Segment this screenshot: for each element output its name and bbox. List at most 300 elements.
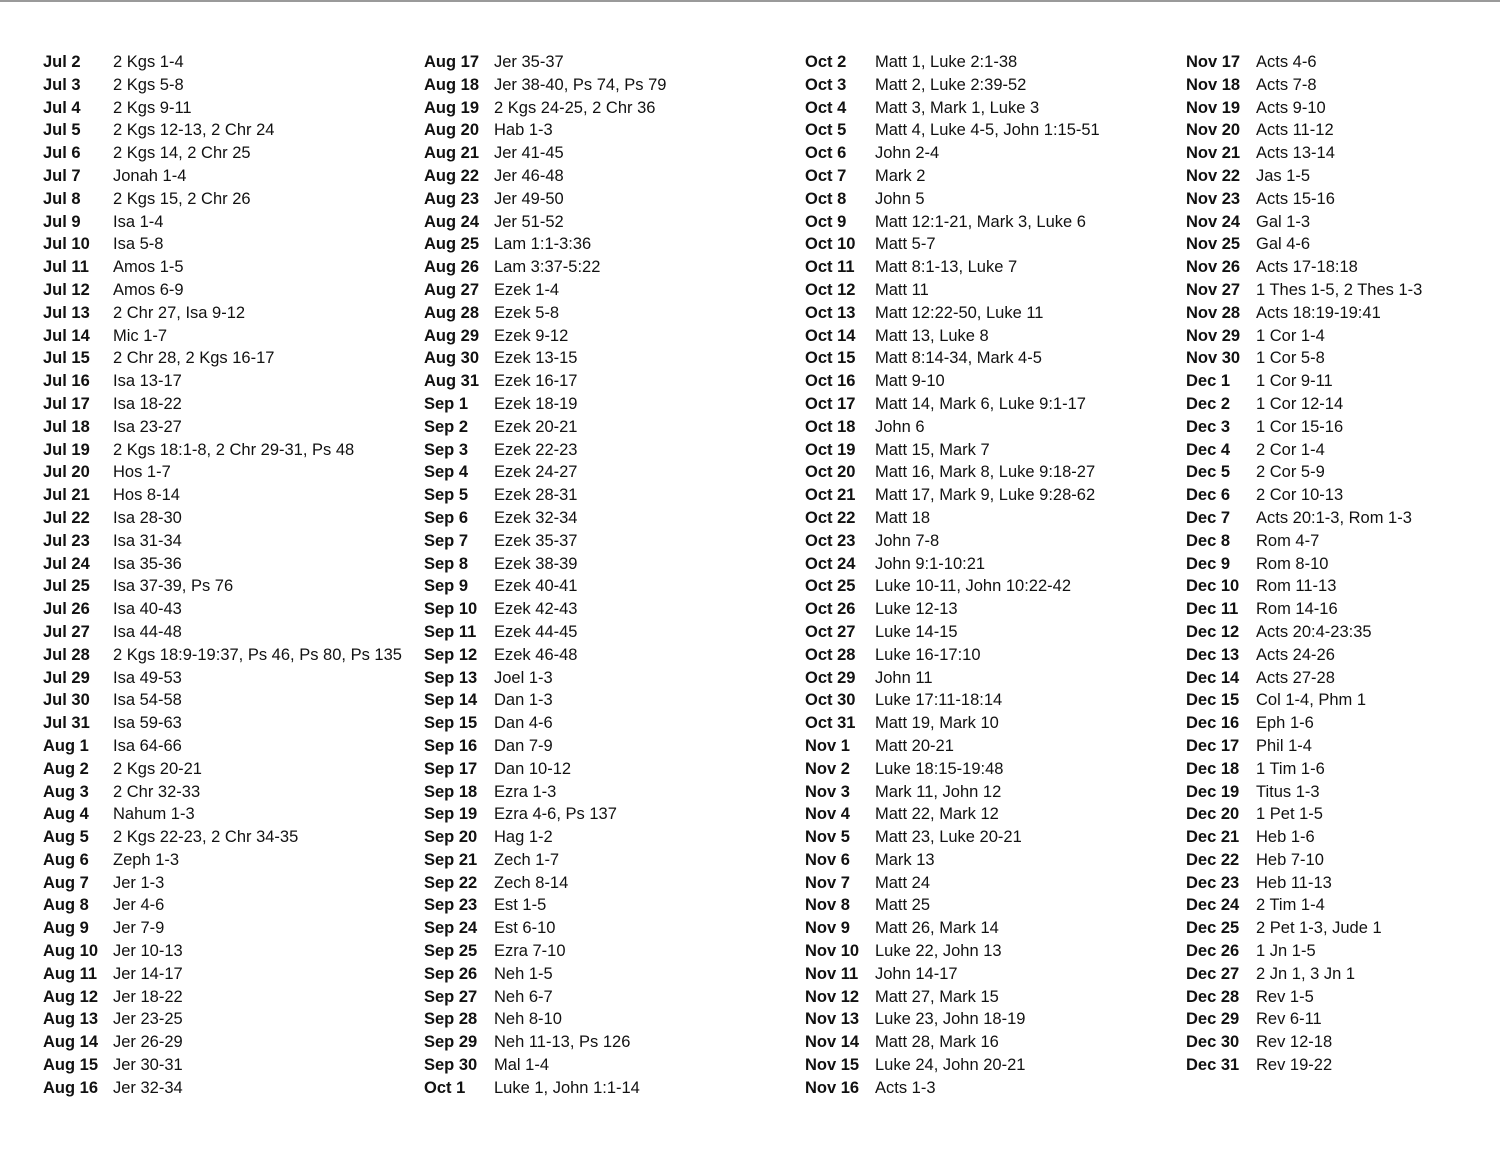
schedule-date: Oct 23 (805, 531, 856, 550)
schedule-reading: Heb 1-6 (1256, 828, 1315, 847)
schedule-row (1186, 575, 1500, 598)
schedule-date: Aug 26 (424, 258, 480, 277)
schedule-reading: Luke 17:11-18:14 (875, 691, 1003, 710)
schedule-row (43, 553, 423, 576)
schedule-reading: Rom 8-10 (1256, 554, 1329, 573)
schedule-date: Oct 31 (805, 714, 856, 733)
schedule-reading: Isa 5-8 (113, 235, 164, 254)
schedule-date: Oct 24 (805, 554, 856, 573)
schedule-date: Jul 8 (43, 189, 81, 208)
schedule-row (805, 553, 1185, 576)
schedule-reading: Jonah 1-4 (113, 166, 187, 185)
schedule-reading: Gal 4-6 (1256, 235, 1311, 254)
schedule-row (43, 575, 423, 598)
schedule-row (805, 644, 1185, 667)
schedule-date: Nov 15 (805, 1056, 860, 1075)
schedule-reading: Dan 4-6 (494, 714, 553, 733)
schedule-reading: 1 Thes 1-5, 2 Thes 1-3 (1256, 280, 1423, 299)
schedule-reading: Zech 1-7 (494, 850, 560, 869)
schedule-date: Dec 21 (1186, 828, 1240, 847)
schedule-reading: Ezek 38-39 (494, 554, 578, 573)
schedule-row (805, 621, 1185, 644)
schedule-date: Jul 22 (43, 508, 90, 527)
schedule-reading: 2 Cor 1-4 (1256, 440, 1325, 459)
schedule-row (424, 1008, 804, 1031)
schedule-row (1186, 758, 1500, 781)
schedule-date: Sep 1 (424, 394, 469, 413)
schedule-row (43, 849, 423, 872)
schedule-date: Nov 20 (1186, 121, 1241, 140)
schedule-row (805, 894, 1185, 917)
schedule-date: Aug 22 (424, 166, 480, 185)
schedule-reading: Isa 40-43 (113, 600, 182, 619)
schedule-date: Nov 19 (1186, 98, 1241, 117)
schedule-row (43, 233, 423, 256)
schedule-row (805, 667, 1185, 690)
schedule-date: Dec 16 (1186, 714, 1240, 733)
schedule-row (43, 894, 423, 917)
schedule-date: Jul 24 (43, 554, 90, 573)
schedule-date: Oct 7 (805, 166, 847, 185)
schedule-reading: Luke 1, John 1:1-14 (494, 1078, 640, 1097)
schedule-reading: Ezek 28-31 (494, 486, 578, 505)
schedule-row (43, 530, 423, 553)
schedule-reading: Luke 16-17:10 (875, 645, 981, 664)
schedule-date: Sep 16 (424, 736, 478, 755)
schedule-reading: Acts 13-14 (1256, 144, 1335, 163)
schedule-date: Aug 31 (424, 372, 480, 391)
schedule-date: Nov 10 (805, 942, 860, 961)
schedule-row (424, 97, 804, 120)
schedule-date: Aug 7 (43, 873, 89, 892)
schedule-reading: Hos 8-14 (113, 486, 180, 505)
schedule-reading: 1 Pet 1-5 (1256, 805, 1323, 824)
schedule-row (424, 940, 804, 963)
schedule-date: Dec 3 (1186, 417, 1231, 436)
schedule-date: Jul 15 (43, 349, 90, 368)
schedule-row (1186, 165, 1500, 188)
schedule-date: Oct 29 (805, 668, 856, 687)
schedule-date: Nov 30 (1186, 349, 1241, 368)
schedule-reading: Jer 51-52 (494, 212, 564, 231)
schedule-reading: Acts 18:19-19:41 (1256, 303, 1381, 322)
schedule-row (43, 986, 423, 1009)
schedule-reading: Isa 18-22 (113, 394, 182, 413)
schedule-row (805, 598, 1185, 621)
schedule-date: Oct 2 (805, 53, 847, 71)
schedule-reading: Dan 7-9 (494, 736, 553, 755)
schedule-date: Aug 1 (43, 736, 89, 755)
schedule-reading: 2 Kgs 18:9-19:37, Ps 46, Ps 80, Ps 135 (113, 645, 402, 664)
schedule-row (424, 74, 804, 97)
schedule-row (43, 826, 423, 849)
schedule-date: Sep 19 (424, 805, 478, 824)
schedule-row (805, 781, 1185, 804)
schedule-reading: Est 1-5 (494, 896, 547, 915)
schedule-row (424, 621, 804, 644)
schedule-reading: Phil 1-4 (1256, 736, 1312, 755)
schedule-reading: Acts 7-8 (1256, 75, 1317, 94)
schedule-row (424, 484, 804, 507)
schedule-row (424, 712, 804, 735)
schedule-reading: Matt 23, Luke 20-21 (875, 828, 1022, 847)
schedule-row (424, 51, 804, 74)
schedule-row (1186, 484, 1500, 507)
schedule-reading: 2 Kgs 5-8 (113, 75, 184, 94)
schedule-row (43, 803, 423, 826)
schedule-reading: Isa 28-30 (113, 508, 182, 527)
schedule-row (1186, 439, 1500, 462)
schedule-reading: Dan 1-3 (494, 691, 553, 710)
schedule-reading: John 5 (875, 189, 925, 208)
schedule-date: Aug 6 (43, 850, 89, 869)
schedule-row (805, 575, 1185, 598)
schedule-row (1186, 553, 1500, 576)
schedule-date: Jul 31 (43, 714, 90, 733)
schedule-reading: Acts 1-3 (875, 1078, 936, 1097)
schedule-reading: Lam 1:1-3:36 (494, 235, 592, 254)
schedule-row (424, 461, 804, 484)
schedule-row (43, 872, 423, 895)
schedule-row (805, 370, 1185, 393)
schedule-reading: Nahum 1-3 (113, 805, 195, 824)
schedule-row (805, 119, 1185, 142)
schedule-date: Aug 11 (43, 964, 98, 983)
schedule-row (1186, 142, 1500, 165)
schedule-row (1186, 279, 1500, 302)
schedule-row (424, 188, 804, 211)
schedule-row (424, 507, 804, 530)
schedule-date: Sep 25 (424, 942, 478, 961)
schedule-date: Aug 18 (424, 75, 480, 94)
schedule-reading: Ezek 13-15 (494, 349, 578, 368)
schedule-reading: Zech 8-14 (494, 873, 569, 892)
schedule-reading: Isa 49-53 (113, 668, 182, 687)
schedule-reading: Jer 32-34 (113, 1078, 183, 1097)
schedule-row (43, 667, 423, 690)
schedule-reading: Matt 3, Mark 1, Luke 3 (875, 98, 1040, 117)
schedule-date: Nov 18 (1186, 75, 1241, 94)
schedule-reading: 2 Chr 28, 2 Kgs 16-17 (113, 349, 275, 368)
schedule-date: Dec 22 (1186, 850, 1240, 869)
schedule-date: Aug 16 (43, 1078, 99, 1097)
schedule-reading: Acts 9-10 (1256, 98, 1326, 117)
schedule-reading: John 7-8 (875, 531, 940, 550)
schedule-reading: Ezek 5-8 (494, 303, 560, 322)
schedule-row (805, 142, 1185, 165)
schedule-reading: Heb 11-13 (1256, 873, 1332, 892)
schedule-row (1186, 325, 1500, 348)
schedule-date: Dec 25 (1186, 919, 1240, 938)
schedule-row (424, 325, 804, 348)
schedule-reading: Jas 1-5 (1256, 166, 1311, 185)
schedule-date: Oct 8 (805, 189, 847, 208)
schedule-row (424, 211, 804, 234)
schedule-date: Dec 14 (1186, 668, 1240, 687)
schedule-reading: Rev 12-18 (1256, 1033, 1333, 1052)
schedule-reading: Mark 2 (875, 166, 926, 185)
schedule-reading: Luke 12-13 (875, 600, 958, 619)
schedule-row (424, 530, 804, 553)
schedule-date: Aug 25 (424, 235, 480, 254)
schedule-reading: Ezek 32-34 (494, 508, 578, 527)
schedule-reading: 2 Chr 32-33 (113, 782, 201, 801)
schedule-date: Dec 2 (1186, 394, 1231, 413)
schedule-reading: Amos 1-5 (113, 258, 184, 277)
schedule-row (424, 233, 804, 256)
schedule-row (1186, 940, 1500, 963)
schedule-reading: Matt 2, Luke 2:39-52 (875, 75, 1027, 94)
schedule-reading: Mark 13 (875, 850, 935, 869)
schedule-date: Sep 11 (424, 622, 477, 641)
schedule-row (424, 393, 804, 416)
top-border-line (0, 0, 1500, 2)
schedule-date: Aug 19 (424, 98, 480, 117)
schedule-date: Sep 20 (424, 828, 478, 847)
schedule-reading: Mal 1-4 (494, 1056, 550, 1075)
schedule-reading: Jer 35-37 (494, 53, 564, 71)
schedule-reading: Mark 11, John 12 (875, 782, 1002, 801)
schedule-date: Sep 27 (424, 987, 478, 1006)
schedule-date: Aug 4 (43, 805, 89, 824)
schedule-row (424, 553, 804, 576)
schedule-date: Aug 9 (43, 919, 89, 938)
schedule-reading: Matt 19, Mark 10 (875, 714, 999, 733)
schedule-reading: Rom 4-7 (1256, 531, 1320, 550)
schedule-row (805, 507, 1185, 530)
schedule-date: Nov 12 (805, 987, 860, 1006)
schedule-date: Sep 28 (424, 1010, 478, 1029)
schedule-row (1186, 188, 1500, 211)
schedule-row (1186, 667, 1500, 690)
schedule-reading: Matt 28, Mark 16 (875, 1033, 999, 1052)
schedule-row (424, 758, 804, 781)
schedule-date: Sep 14 (424, 691, 478, 710)
schedule-date: Aug 30 (424, 349, 480, 368)
schedule-row (424, 142, 804, 165)
schedule-reading: Luke 18:15-19:48 (875, 759, 1004, 778)
schedule-date: Aug 21 (424, 144, 480, 163)
schedule-date: Nov 3 (805, 782, 850, 801)
schedule-row (805, 74, 1185, 97)
schedule-row (424, 370, 804, 393)
schedule-row (1186, 986, 1500, 1009)
schedule-row (43, 439, 423, 462)
schedule-row (424, 165, 804, 188)
schedule-date: Aug 17 (424, 53, 480, 71)
schedule-reading: John 14-17 (875, 964, 958, 983)
schedule-row (424, 439, 804, 462)
schedule-date: Nov 1 (805, 736, 850, 755)
schedule-reading: Isa 54-58 (113, 691, 182, 710)
schedule-reading: 2 Cor 10-13 (1256, 486, 1344, 505)
schedule-row (43, 963, 423, 986)
schedule-reading: Matt 5-7 (875, 235, 936, 254)
schedule-row (43, 325, 423, 348)
schedule-date: Oct 14 (805, 326, 856, 345)
schedule-date: Dec 31 (1186, 1056, 1240, 1075)
schedule-reading: Isa 64-66 (113, 736, 182, 755)
schedule-date: Aug 5 (43, 828, 89, 847)
schedule-date: Aug 14 (43, 1033, 99, 1052)
schedule-date: Oct 5 (805, 121, 847, 140)
schedule-date: Aug 23 (424, 189, 480, 208)
schedule-row (43, 484, 423, 507)
schedule-date: Sep 21 (424, 850, 478, 869)
schedule-row (805, 986, 1185, 1009)
schedule-row (424, 849, 804, 872)
schedule-reading: Jer 18-22 (113, 987, 183, 1006)
schedule-row (1186, 735, 1500, 758)
schedule-reading: Ezek 18-19 (494, 394, 578, 413)
schedule-row (1186, 917, 1500, 940)
schedule-row (424, 667, 804, 690)
schedule-date: Nov 26 (1186, 258, 1241, 277)
schedule-date: Sep 23 (424, 896, 478, 915)
schedule-date: Jul 29 (43, 668, 90, 687)
schedule-date: Dec 5 (1186, 463, 1231, 482)
schedule-reading: 2 Kgs 1-4 (113, 53, 184, 71)
schedule-row (805, 758, 1185, 781)
schedule-reading: Col 1-4, Phm 1 (1256, 691, 1367, 710)
schedule-reading: 2 Cor 5-9 (1256, 463, 1325, 482)
schedule-row (43, 302, 423, 325)
schedule-row (424, 803, 804, 826)
schedule-reading: Jer 7-9 (113, 919, 165, 938)
schedule-reading: 2 Tim 1-4 (1256, 896, 1325, 915)
schedule-date: Sep 12 (424, 645, 478, 664)
schedule-date: Jul 6 (43, 144, 81, 163)
schedule-reading: 2 Kgs 12-13, 2 Chr 24 (113, 121, 275, 140)
schedule-row (1186, 461, 1500, 484)
schedule-row (1186, 233, 1500, 256)
schedule-row (1186, 97, 1500, 120)
schedule-date: Dec 4 (1186, 440, 1231, 459)
schedule-reading: Luke 10-11, John 10:22-42 (875, 577, 1072, 596)
schedule-reading: 1 Cor 15-16 (1256, 417, 1344, 436)
schedule-column-4 (1186, 51, 1500, 1077)
schedule-date: Aug 8 (43, 896, 89, 915)
schedule-reading: Ezek 16-17 (494, 372, 578, 391)
schedule-row (424, 1054, 804, 1077)
schedule-reading: Ezek 20-21 (494, 417, 578, 436)
schedule-date: Jul 20 (43, 463, 90, 482)
schedule-reading: Jer 10-13 (113, 942, 183, 961)
schedule-row (424, 872, 804, 895)
schedule-row (1186, 1008, 1500, 1031)
schedule-date: Jul 26 (43, 600, 90, 619)
schedule-date: Oct 3 (805, 75, 847, 94)
schedule-reading: Lam 3:37-5:22 (494, 258, 601, 277)
schedule-reading: Matt 14, Mark 6, Luke 9:1-17 (875, 394, 1086, 413)
schedule-date: Aug 28 (424, 303, 480, 322)
schedule-row (43, 279, 423, 302)
schedule-reading: Jer 26-29 (113, 1033, 183, 1052)
schedule-row (43, 735, 423, 758)
schedule-reading: Acts 17-18:18 (1256, 258, 1358, 277)
schedule-reading: Hag 1-2 (494, 828, 553, 847)
schedule-date: Sep 24 (424, 919, 478, 938)
schedule-date: Nov 9 (805, 919, 850, 938)
schedule-reading: Amos 6-9 (113, 280, 184, 299)
schedule-date: Nov 8 (805, 896, 850, 915)
schedule-reading: 1 Cor 1-4 (1256, 326, 1325, 345)
schedule-reading: Neh 6-7 (494, 987, 553, 1006)
schedule-row (805, 735, 1185, 758)
schedule-date: Jul 12 (43, 280, 90, 299)
schedule-row (805, 484, 1185, 507)
schedule-reading: 2 Kgs 22-23, 2 Chr 34-35 (113, 828, 299, 847)
schedule-date: Jul 4 (43, 98, 81, 117)
schedule-row (805, 393, 1185, 416)
schedule-date: Oct 28 (805, 645, 856, 664)
schedule-row (805, 256, 1185, 279)
schedule-date: Dec 29 (1186, 1010, 1240, 1029)
schedule-row (805, 803, 1185, 826)
schedule-date: Oct 15 (805, 349, 856, 368)
schedule-row (424, 963, 804, 986)
schedule-row (805, 97, 1185, 120)
schedule-reading: Jer 46-48 (494, 166, 564, 185)
schedule-reading: Jer 41-45 (494, 144, 564, 163)
schedule-date: Nov 14 (805, 1033, 860, 1052)
schedule-reading: Isa 44-48 (113, 622, 182, 641)
schedule-row (1186, 74, 1500, 97)
schedule-date: Aug 10 (43, 942, 99, 961)
schedule-date: Nov 21 (1186, 144, 1241, 163)
schedule-date: Dec 28 (1186, 987, 1240, 1006)
schedule-date: Jul 19 (43, 440, 90, 459)
schedule-row (805, 963, 1185, 986)
schedule-row (43, 188, 423, 211)
schedule-date: Dec 27 (1186, 964, 1240, 983)
schedule-row (1186, 370, 1500, 393)
schedule-reading: Acts 15-16 (1256, 189, 1335, 208)
schedule-date: Dec 8 (1186, 531, 1231, 550)
schedule-date: Oct 6 (805, 144, 847, 163)
schedule-date: Sep 29 (424, 1033, 478, 1052)
schedule-date: Oct 20 (805, 463, 856, 482)
schedule-date: Nov 17 (1186, 53, 1241, 71)
schedule-row (805, 233, 1185, 256)
schedule-row (424, 416, 804, 439)
schedule-reading: 2 Jn 1, 3 Jn 1 (1256, 964, 1356, 983)
schedule-date: Jul 18 (43, 417, 90, 436)
schedule-date: Dec 10 (1186, 577, 1240, 596)
schedule-row (805, 1031, 1185, 1054)
schedule-date: Sep 4 (424, 463, 469, 482)
schedule-date: Sep 8 (424, 554, 469, 573)
schedule-date: Aug 3 (43, 782, 89, 801)
schedule-row (424, 986, 804, 1009)
schedule-reading: Isa 35-36 (113, 554, 182, 573)
schedule-date: Dec 9 (1186, 554, 1231, 573)
schedule-row (424, 1031, 804, 1054)
schedule-date: Sep 10 (424, 600, 478, 619)
schedule-reading: John 9:1-10:21 (875, 554, 986, 573)
schedule-row (424, 598, 804, 621)
schedule-reading: 2 Kgs 20-21 (113, 759, 202, 778)
schedule-reading: 1 Cor 12-14 (1256, 394, 1344, 413)
schedule-date: Nov 4 (805, 805, 850, 824)
schedule-date: Jul 5 (43, 121, 81, 140)
schedule-row (1186, 119, 1500, 142)
schedule-reading: Acts 20:1-3, Rom 1-3 (1256, 508, 1412, 527)
schedule-row (424, 279, 804, 302)
schedule-reading: Ezek 24-27 (494, 463, 578, 482)
schedule-row (805, 826, 1185, 849)
schedule-date: Sep 13 (424, 668, 478, 687)
